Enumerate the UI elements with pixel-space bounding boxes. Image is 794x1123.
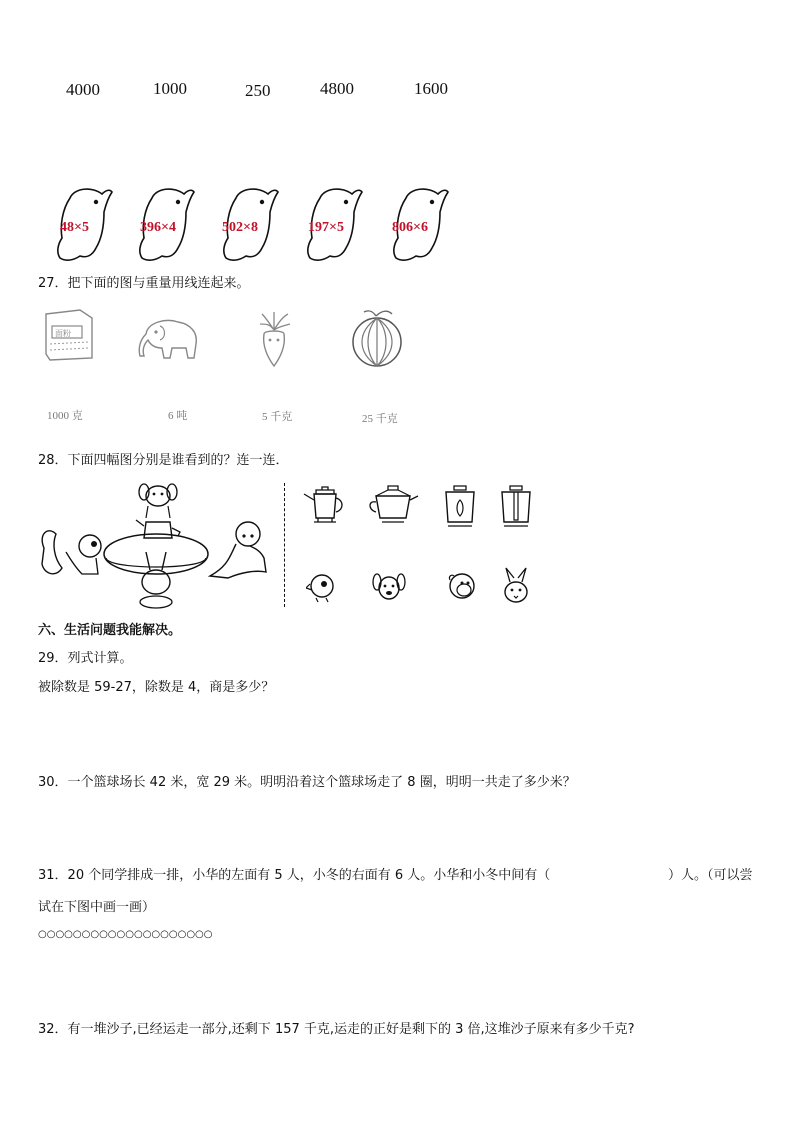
rabbit-icon [500, 566, 532, 610]
teapot-view-1-icon [300, 484, 350, 532]
table-scene [38, 478, 274, 614]
question-32-text: 32．有一堆沙子,已经运走一部分,还剩下 157 千克,运走的正好是剩下的 3 倍,这堆沙子原来有多少千克? [38, 1022, 635, 1037]
watermelon-icon [350, 306, 404, 372]
monkey-icon [446, 570, 478, 608]
question-31-answer-paren-close: ）人。（可以尝 [668, 868, 753, 883]
radish-icon [252, 310, 296, 372]
number-250: 250 [245, 81, 271, 100]
question-31-line2: 试在下图中画一画） [38, 900, 156, 915]
weight-label-5kg: 5 千克 [262, 411, 293, 423]
number-1000: 1000 [153, 79, 187, 98]
number-4800: 4800 [320, 79, 354, 98]
ghost-expression: 502×8 [222, 220, 258, 235]
weight-label-1000g: 1000 克 [47, 410, 83, 422]
student-circles-row: ○○○○○○○○○○○○○○○○○○○○ [38, 929, 213, 940]
ghost-3 [218, 186, 280, 264]
ghost-expression: 48×5 [60, 220, 89, 235]
elephant-icon [136, 314, 204, 366]
chick-icon [306, 570, 336, 608]
svg-text:面粉: 面粉 [55, 329, 71, 338]
question-28-title: 28．下面四幅图分别是谁看到的？连一连． [38, 453, 289, 468]
ghost-4 [302, 186, 364, 264]
ghost-expression: 396×4 [140, 220, 176, 235]
weight-label-6t: 6 吨 [168, 410, 188, 422]
question-27-title: 27．把下面的图与重量用线连起来。 [38, 276, 250, 291]
question-29-text: 被除数是 59-27，除数是 4，商是多少？ [38, 680, 275, 695]
teapot-view-3-icon [440, 484, 480, 534]
teapot-view-4-icon [496, 484, 536, 534]
ghost-1 [52, 186, 114, 264]
question-30-text: 30．一个篮球场长 42 米，宽 29 米。明明沿着这个篮球场走了 8 圈，明明一共走了多少米？ [38, 775, 576, 790]
vertical-divider [284, 483, 285, 607]
question-31-line1: 31．20 个同学排成一排，小华的左面有 5 人，小冬的右面有 6 人。小华和小冬中间有（ [38, 868, 551, 883]
question-29-title: 29．列式计算。 [38, 651, 133, 666]
teapot-view-2-icon [366, 484, 420, 532]
weight-label-25kg: 25 千克 [362, 413, 398, 425]
ghost-5 [388, 186, 450, 264]
section-6-heading: 六、生活问题我能解决。 [38, 623, 182, 638]
number-1600: 1600 [414, 79, 448, 98]
flour-bag-icon [40, 306, 98, 368]
ghost-2 [134, 186, 196, 264]
ghost-expression: 197×5 [308, 220, 344, 235]
ghost-expression: 806×6 [392, 220, 428, 235]
dog-icon [372, 570, 406, 608]
number-4000: 4000 [66, 80, 100, 99]
